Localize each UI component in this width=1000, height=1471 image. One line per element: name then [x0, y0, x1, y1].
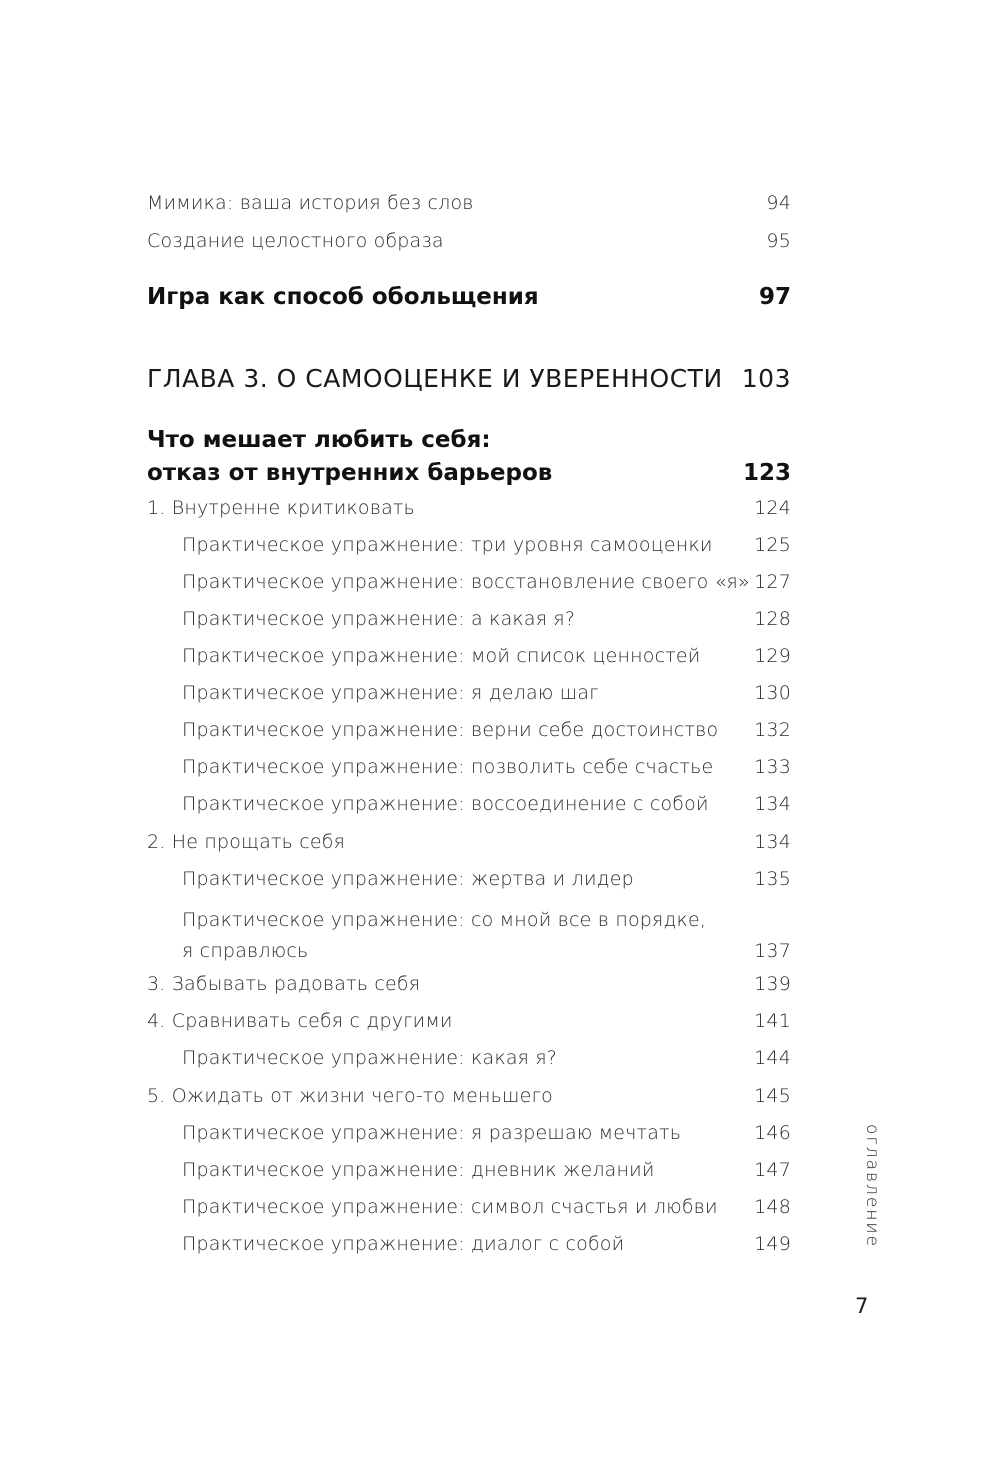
toc-entry-title: Практическое упражнение: дневник желаний: [182, 1159, 655, 1181]
toc-entry: [147, 905, 791, 967]
toc-entry-page: 137: [754, 940, 791, 962]
toc-entry-page: 134: [754, 831, 791, 853]
toc-entry: [147, 645, 791, 667]
toc-entry-title: Практическое упражнение: а какая я?: [182, 608, 576, 630]
toc-section: [147, 424, 791, 490]
toc-entry-title: Практическое упражнение: воссоединение с собой: [182, 793, 709, 815]
toc-entry: [147, 571, 791, 593]
toc-entry: [147, 682, 791, 704]
toc-entry-page: 125: [754, 534, 791, 556]
toc-section-title: [147, 424, 552, 490]
toc-entry-title: Практическое упражнение: диалог с собой: [182, 1233, 625, 1255]
toc-section-page: 123: [742, 460, 791, 486]
toc-entry-title: 4. Сравнивать себя с другими: [147, 1010, 453, 1032]
toc-entry-page: 146: [754, 1122, 791, 1144]
toc-entry-page: 95: [766, 230, 791, 252]
toc-entry-title-line: Практическое упражнение: со мной все в порядке,: [182, 909, 707, 931]
toc-entry: [147, 1196, 791, 1218]
toc-entry: [147, 192, 791, 214]
toc-section: [147, 284, 791, 310]
toc-section-page: 97: [758, 284, 791, 310]
toc-entry-page: 149: [754, 1233, 791, 1255]
toc-entry-title-line: я справлюсь: [182, 940, 309, 962]
toc-entry: [147, 534, 791, 556]
toc-entry-page: 134: [754, 793, 791, 815]
toc-entry-title: Создание целостного образа: [147, 230, 444, 252]
toc-entry-page: 128: [754, 608, 791, 630]
toc-entry-title: Практическое упражнение: я делаю шаг: [182, 682, 599, 704]
toc-entry-title: 5. Ожидать от жизни чего-то меньшего: [147, 1085, 553, 1107]
toc-entry: [147, 1122, 791, 1144]
toc-entry: [147, 1233, 791, 1255]
toc-entry-title: 1. Внутренне критиковать: [147, 497, 415, 519]
toc-entry: [147, 497, 791, 519]
toc-section-title: Игра как способ обольщения: [147, 284, 539, 310]
toc-entry: [147, 831, 791, 853]
toc-entry-page: 141: [754, 1010, 791, 1032]
toc-chapter-page: 103: [741, 364, 791, 393]
toc-entry-title: Практическое упражнение: символ счастья и любви: [182, 1196, 718, 1218]
toc-entry: [147, 868, 791, 890]
toc-section-title-line: отказ от внутренних барьеров: [147, 460, 553, 486]
toc-entry: [147, 756, 791, 778]
toc-entry-page: 132: [754, 719, 791, 741]
toc-entry-title: Практическое упражнение: мой список ценностей: [182, 645, 701, 667]
toc-entry-title: Практическое упражнение: верни себе достоинство: [182, 719, 719, 741]
toc-entry-title: 3. Забывать радовать себя: [147, 973, 421, 995]
toc-entry-title: Практическое упражнение: жертва и лидер: [182, 868, 634, 890]
toc-entry: [147, 1010, 791, 1032]
toc-entry: [147, 1159, 791, 1181]
section-label-vertical: оглавление: [862, 1124, 882, 1249]
toc-entry-title: Мимика: ваша история без слов: [147, 192, 474, 214]
toc-chapter-title: ГЛАВА 3. О САМООЦЕНКЕ И УВЕРЕННОСТИ: [147, 364, 723, 393]
toc-entry-page: 147: [754, 1159, 791, 1181]
toc-entry-title: [147, 905, 706, 967]
toc-entry-page: 130: [754, 682, 791, 704]
toc-entry-page: 139: [754, 973, 791, 995]
toc-entry: [147, 230, 791, 252]
toc-entry-title: 2. Не прощать себя: [147, 831, 346, 853]
toc-entry: [147, 793, 791, 815]
toc-entry-title: Практическое упражнение: восстановление своего «я»: [182, 571, 750, 593]
toc-entry: [147, 973, 791, 995]
toc-entry-title: Практическое упражнение: какая я?: [182, 1047, 558, 1069]
toc-entry-page: 135: [754, 868, 791, 890]
toc-entry: [147, 608, 791, 630]
toc-entry: [147, 1085, 791, 1107]
toc-section-title-line: Что мешает любить себя:: [147, 427, 491, 453]
toc-entry: [147, 1047, 791, 1069]
page-number: 7: [855, 1294, 869, 1318]
toc-entry-title: Практическое упражнение: три уровня самооценки: [182, 534, 713, 556]
toc-entry-page: 144: [754, 1047, 791, 1069]
toc-entry-page: 127: [754, 571, 791, 593]
toc-entry-page: 124: [754, 497, 791, 519]
toc-entry-page: 148: [754, 1196, 791, 1218]
toc-entry-title: Практическое упражнение: я разрешаю мечтать: [182, 1122, 682, 1144]
toc-chapter: [147, 364, 791, 393]
toc-entry-page: 94: [766, 192, 791, 214]
toc-entry-title: Практическое упражнение: позволить себе счастье: [182, 756, 714, 778]
toc-entry: [147, 719, 791, 741]
toc-entry-page: 129: [754, 645, 791, 667]
toc-entry-page: 133: [754, 756, 791, 778]
toc-entry-page: 145: [754, 1085, 791, 1107]
